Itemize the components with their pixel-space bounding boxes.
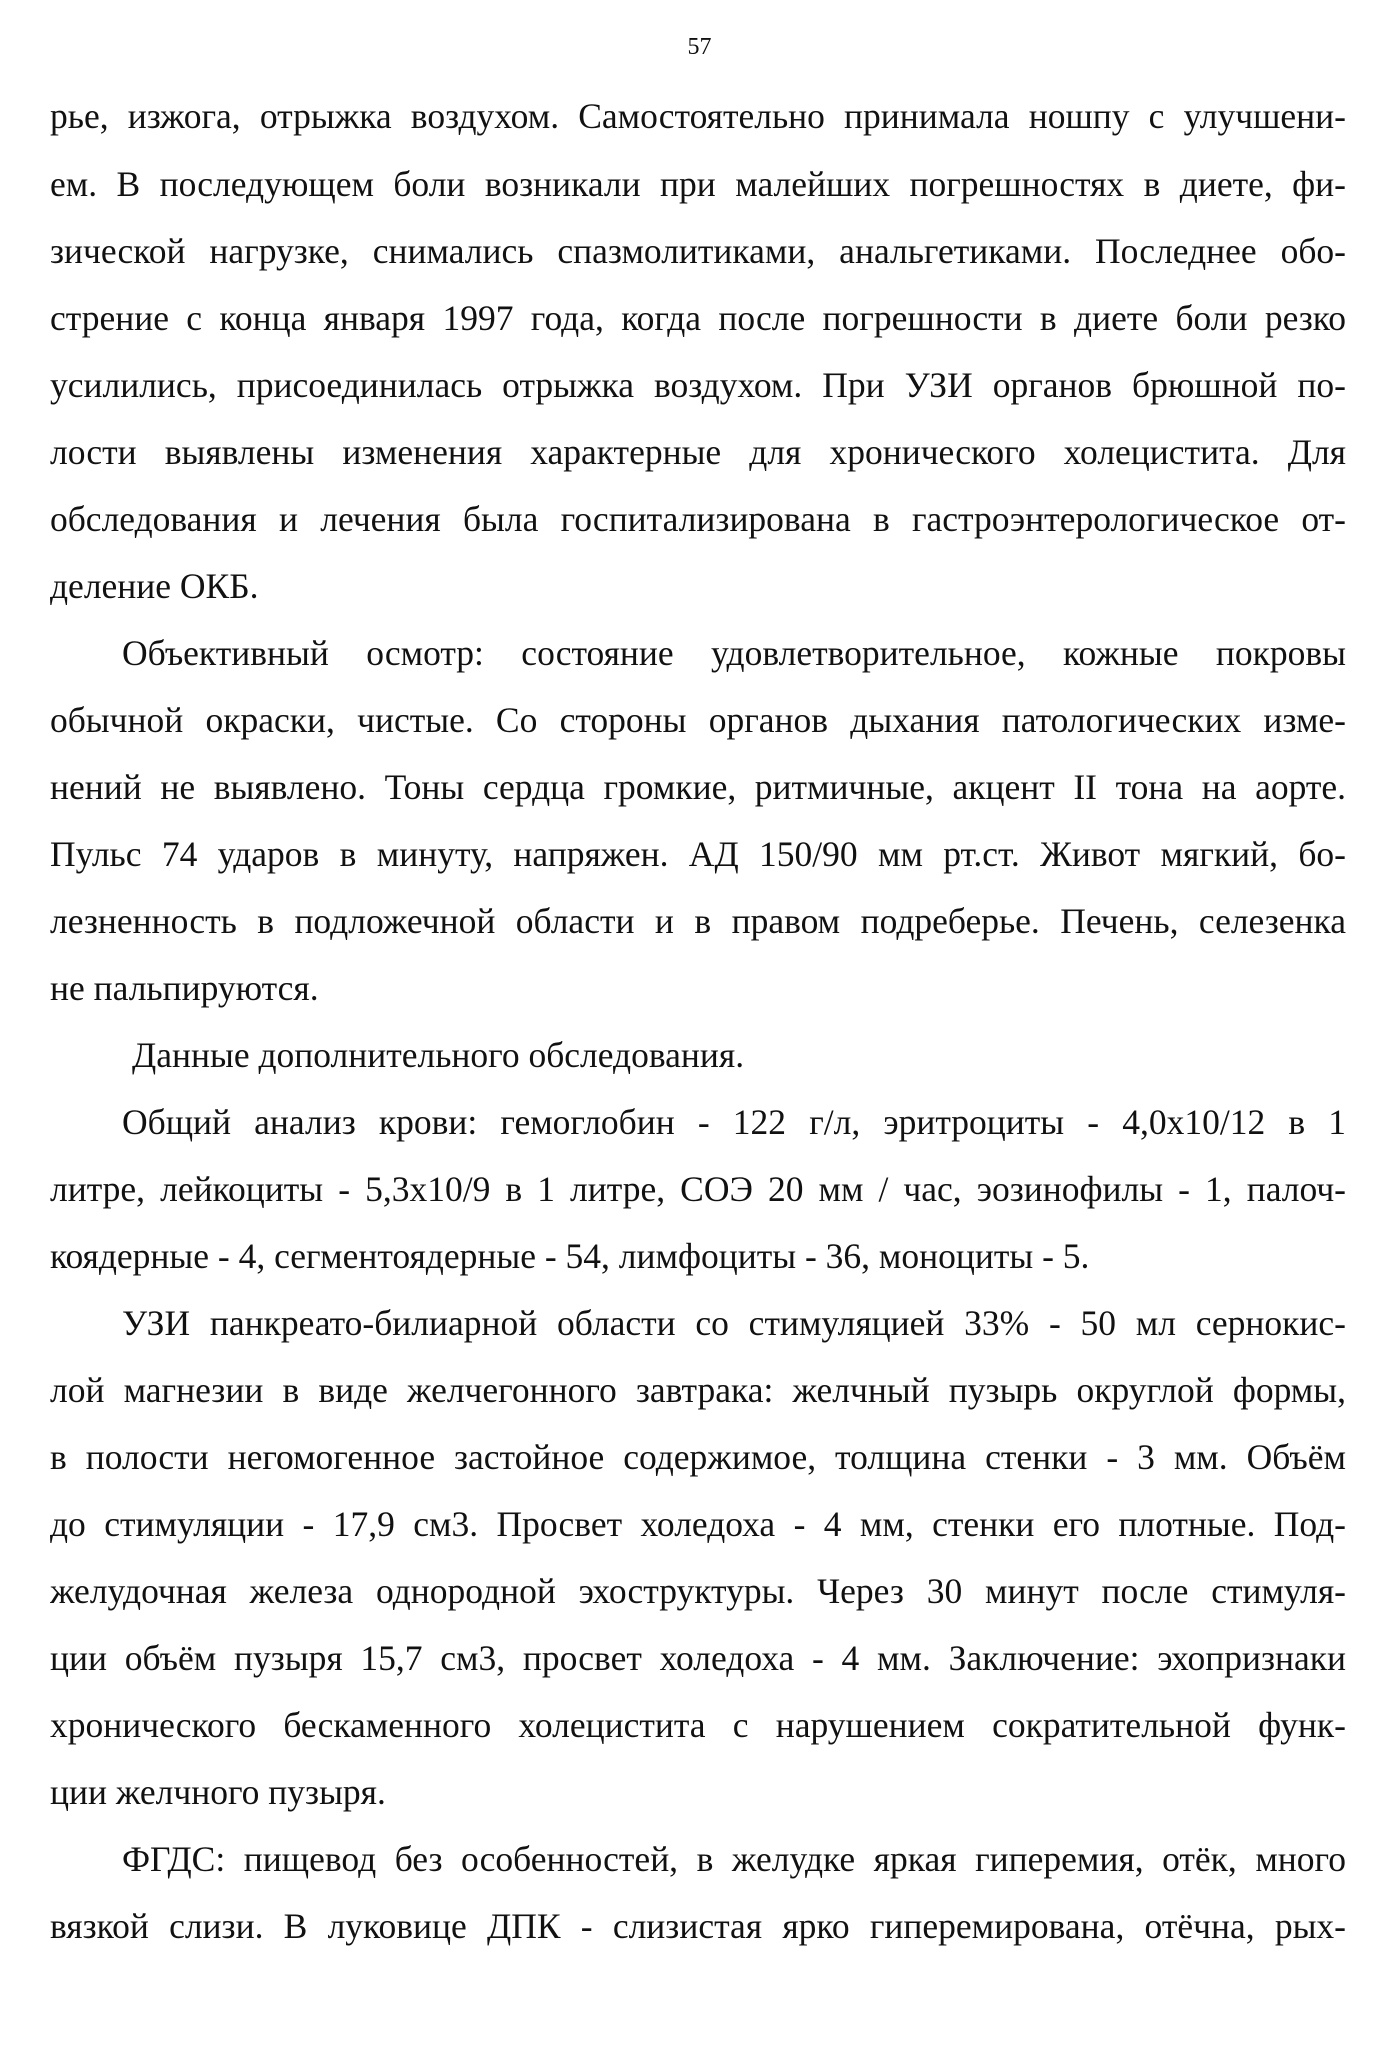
- page-number: 57: [687, 34, 712, 60]
- text-line: Пульс 74 ударов в минуту, напряжен. АД 150/90 мм рт.ст. Живот мягкий, бо-: [50, 834, 1346, 874]
- text-line: стрение с конца января 1997 года, когда после погрешности в диете боли резко: [50, 298, 1346, 338]
- text-line: обследования и лечения была госпитализирована в гастроэнтерологическое от-: [50, 499, 1346, 539]
- paragraph-first-line: Объективный осмотр: состояние удовлетворительное, кожные покровы: [122, 633, 1346, 673]
- text-line: ции объём пузыря 15,7 см3, просвет холедоха - 4 мм. Заключение: эхопризнаки: [50, 1638, 1346, 1678]
- text-line: коядерные - 4, сегментоядерные - 54, лимфоциты - 36, моноциты - 5.: [50, 1236, 1090, 1276]
- text-line: ем. В последующем боли возникали при малейших погрешностях в диете, фи-: [50, 164, 1346, 204]
- text-line: усилились, присоединилась отрыжка воздухом. При УЗИ органов брюшной по-: [50, 365, 1346, 405]
- paragraph-first-line: ФГДС: пищевод без особенностей, в желудке яркая гиперемия, отёк, много: [122, 1839, 1346, 1879]
- text-line: лезненность в подложечной области и в правом подреберье. Печень, селезенка: [50, 901, 1346, 941]
- text-line: желудочная железа однородной эхоструктуры. Через 30 минут после стимуля-: [50, 1571, 1346, 1611]
- text-line: нений не выявлено. Тоны сердца громкие, ритмичные, акцент II тона на аорте.: [50, 767, 1346, 807]
- paragraph-first-line: УЗИ панкреато-билиарной области со стимуляцией 33% - 50 мл сернокис-: [122, 1303, 1346, 1343]
- paragraph-first-line: Общий анализ крови: гемоглобин - 122 г/л, эритроциты - 4,0х10/12 в 1: [122, 1102, 1346, 1142]
- text-line: не пальпируются.: [50, 968, 319, 1008]
- text-line: в полости негомогенное застойное содержимое, толщина стенки - 3 мм. Объём: [50, 1437, 1346, 1477]
- text-line: до стимуляции - 17,9 см3. Просвет холедоха - 4 мм, стенки его плотные. Под-: [50, 1504, 1346, 1544]
- text-line: хронического бескаменного холецистита с нарушением сократительной функ-: [50, 1705, 1346, 1745]
- text-line: зической нагрузке, снимались спазмолитиками, анальгетиками. Последнее обо-: [50, 231, 1346, 271]
- text-line: рье, изжога, отрыжка воздухом. Самостоятельно принимала ношпу с улучшени-: [50, 96, 1346, 136]
- text-line: лости выявлены изменения характерные для хронического холецистита. Для: [50, 432, 1346, 472]
- text-line: деление ОКБ.: [50, 566, 259, 606]
- text-line: вязкой слизи. В луковице ДПК - слизистая ярко гиперемирована, отёчна, рых-: [50, 1906, 1346, 1946]
- text-line: обычной окраски, чистые. Со стороны органов дыхания патологических изме-: [50, 700, 1346, 740]
- text-line: литре, лейкоциты - 5,3х10/9 в 1 литре, СОЭ 20 мм / час, эозинофилы - 1, палоч-: [50, 1169, 1346, 1209]
- text-line: лой магнезии в виде желчегонного завтрака: желчный пузырь округлой формы,: [50, 1370, 1346, 1410]
- text-line: ции желчного пузыря.: [50, 1772, 386, 1812]
- section-heading: Данные дополнительного обследования.: [132, 1035, 745, 1075]
